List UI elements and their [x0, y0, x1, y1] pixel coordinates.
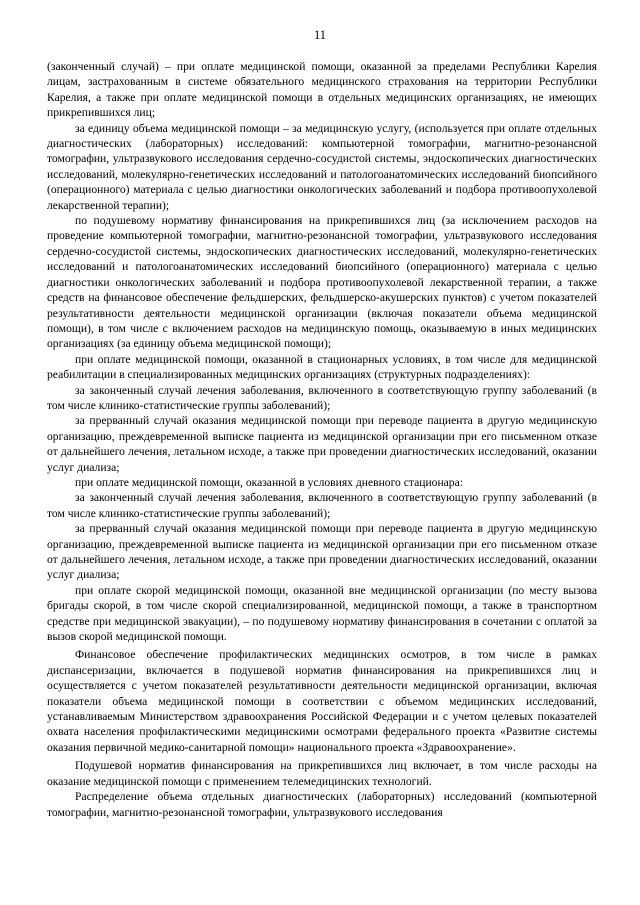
paragraph: Распределение объема отдельных диагностических (лабораторных) исследований (компьютерной томографии, магнитно-резонансной томографии, ультразвукового исследования: [47, 790, 597, 819]
paragraph: при оплате медицинской помощи, оказанной в стационарных условиях, в том числе для медицинской реабилитации в специализированных медицинских организациях (структурных подразделениях):: [47, 352, 597, 382]
paragraph: за прерванный случай оказания медицинской помощи при переводе пациента в другую медицинскую организацию, преждевременной выписке пациента из медицинской организации при его письменном отказе от дальнейшего лечения, летальном исходе, а также при проведении диагностических исследований, оказании услуг диализа;: [47, 414, 597, 474]
paragraph: за единицу объема медицинской помощи – за медицинскую услугу, (используется при оплате отдельных диагностических (лабораторных) исследований: компьютерной томографии, магнитно-резонансной томографии, ультразвукового исследования сердечно-сосудистой системы, эндоскопических диагностических исследований, молекулярно-генетических исследований и патологоанатомических исследований биопсийного (операционного) материала с целью диагностики онкологических заболеваний и подбора противоопухолевой лекарственной терапии);: [47, 121, 597, 212]
paragraph: при оплате медицинской помощи, оказанной в условиях дневного стационара:: [75, 475, 463, 489]
body-text: [47, 59, 597, 820]
paragraph: по подушевому нормативу финансирования на прикрепившихся лиц (за исключением расходов на проведение компьютерной томографии, магнитно-резонансной томографии, ультразвукового исследования сердечно-сосудистой системы, эндоскопических диагностических исследований, молекулярно-генетических исследований и патологоанатомических исследований биопсийного (операционного) материала с целью диагностики онкологических заболеваний и подбора противоопухолевой лекарственной терапии, а также средств на финансовое обеспечение фельдшерских, фельдшерско-акушерских пунктов) с учетом показателей результативности деятельности медицинской организации (включая показатели объема медицинской помощи), в том числе с включением расходов на медицинскую помощь, оказываемую в иных медицинских организациях (за единицу объема медицинской помощи);: [47, 214, 597, 351]
paragraph: Финансовое обеспечение профилактических медицинских осмотров, в том числе в рамках диспансеризации, включается в подушевой норматив финансирования на прикрепившихся лиц и осуществляется с учетом показателей результативности деятельности медицинской организации, включая показатели объема медицинской помощи в соответствии с объемом медицинских исследований, устанавливаемым Министерством здравоохранения Российской Федерации и с учетом целевых показателей охвата населения профилактическими медицинскими осмотрами федерального проекта «Развитие системы оказания первичной медико-санитарной помощи» национального проекта «Здравоохранение».: [47, 648, 597, 754]
paragraph: при оплате скорой медицинской помощи, оказанной вне медицинской организации (по месту вызова бригады скорой, в том числе скорой специализированной, медицинской помощи, а также в транспортном средстве при медицинской эвакуации), – по подушевому нормативу финансирования в сочетании с оплатой за вызов скорой медицинской помощи.: [47, 583, 597, 644]
paragraph: Подушевой норматив финансирования на прикрепившихся лиц включает, в том числе расходы на оказание медицинской помощи с применением телемедицинских технологий.: [47, 759, 597, 788]
page-number: 11: [313, 28, 327, 42]
paragraph: за законченный случай лечения заболевания, включенного в соответствующую группу заболеваний (в том числе клинико-статистические группы заболеваний);: [47, 383, 597, 412]
paragraph: (законченный случай) – при оплате медицинской помощи, оказанной за пределами Республики Карелия лицам, застрахованным в системе обязательного медицинского страхования на территории Республики Карелия, а также при оплате медицинской помощи в отдельных медицинских организациях, не имеющих прикрепившихся лиц;: [47, 60, 597, 120]
paragraph: за прерванный случай оказания медицинской помощи при переводе пациента в другую медицинскую организацию, преждевременной выписке пациента из медицинской организации при его письменном отказе от дальнейшего лечения, летальном исходе, а также при проведении диагностических исследований, оказании услуг диализа;: [47, 522, 597, 582]
paragraph: за законченный случай лечения заболевания, включенного в соответствующую группу заболеваний (в том числе клинико-статистические группы заболеваний);: [47, 491, 597, 520]
